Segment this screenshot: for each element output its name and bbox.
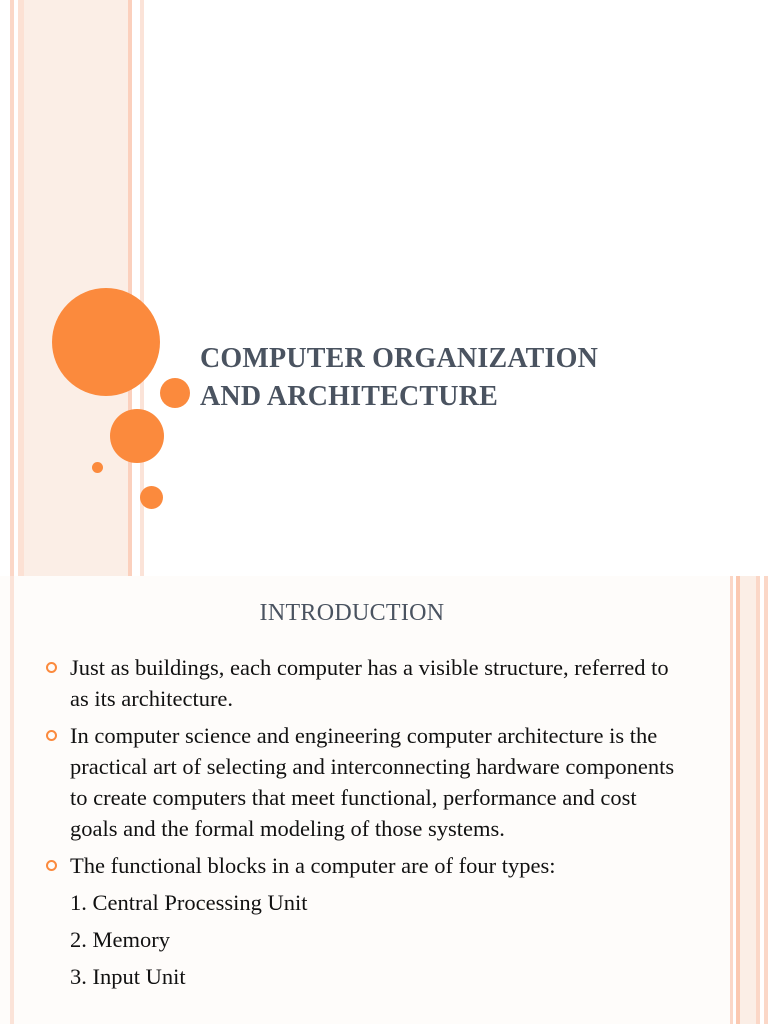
title-line-1: COMPUTER ORGANIZATION [200,343,599,374]
small-circle-decoration [160,378,190,408]
large-circle-decoration [52,288,160,396]
decorative-left-line [10,576,14,1024]
list-item: 1. Central Processing Unit [70,890,308,915]
slide-title [200,340,740,416]
list-item: 2. Memory [70,927,170,952]
medium-circle-decoration [110,409,164,463]
list-item: 3. Input Unit [70,964,186,989]
decorative-stripes-right [730,576,768,1024]
bullet-text: The functional blocks in a computer are of four types: [70,853,556,878]
bullet-item [44,652,684,714]
bullet-item [44,720,684,844]
introduction-slide [0,576,768,1024]
bullet-text: Just as buildings, each computer has a visible structure, referred to as its architecture. [70,655,669,711]
hollow-circle-icon [46,730,57,741]
small-circle-decoration-2 [140,486,163,509]
bullet-text: In computer science and engineering computer architecture is the practical art of selecting and interconnecting hardware components to create computers that meet functional, performance and cost goals and the formal modeling of those systems. [70,723,675,841]
slide-heading: INTRODUCTION [259,600,445,626]
hollow-circle-icon [46,860,57,871]
hollow-circle-icon [46,662,57,673]
slide-content [44,652,684,998]
tiny-circle-decoration [92,462,103,473]
decorative-stripes [0,0,146,576]
bullet-item [44,850,684,881]
title-line-2: AND ARCHITECTURE [200,381,499,412]
